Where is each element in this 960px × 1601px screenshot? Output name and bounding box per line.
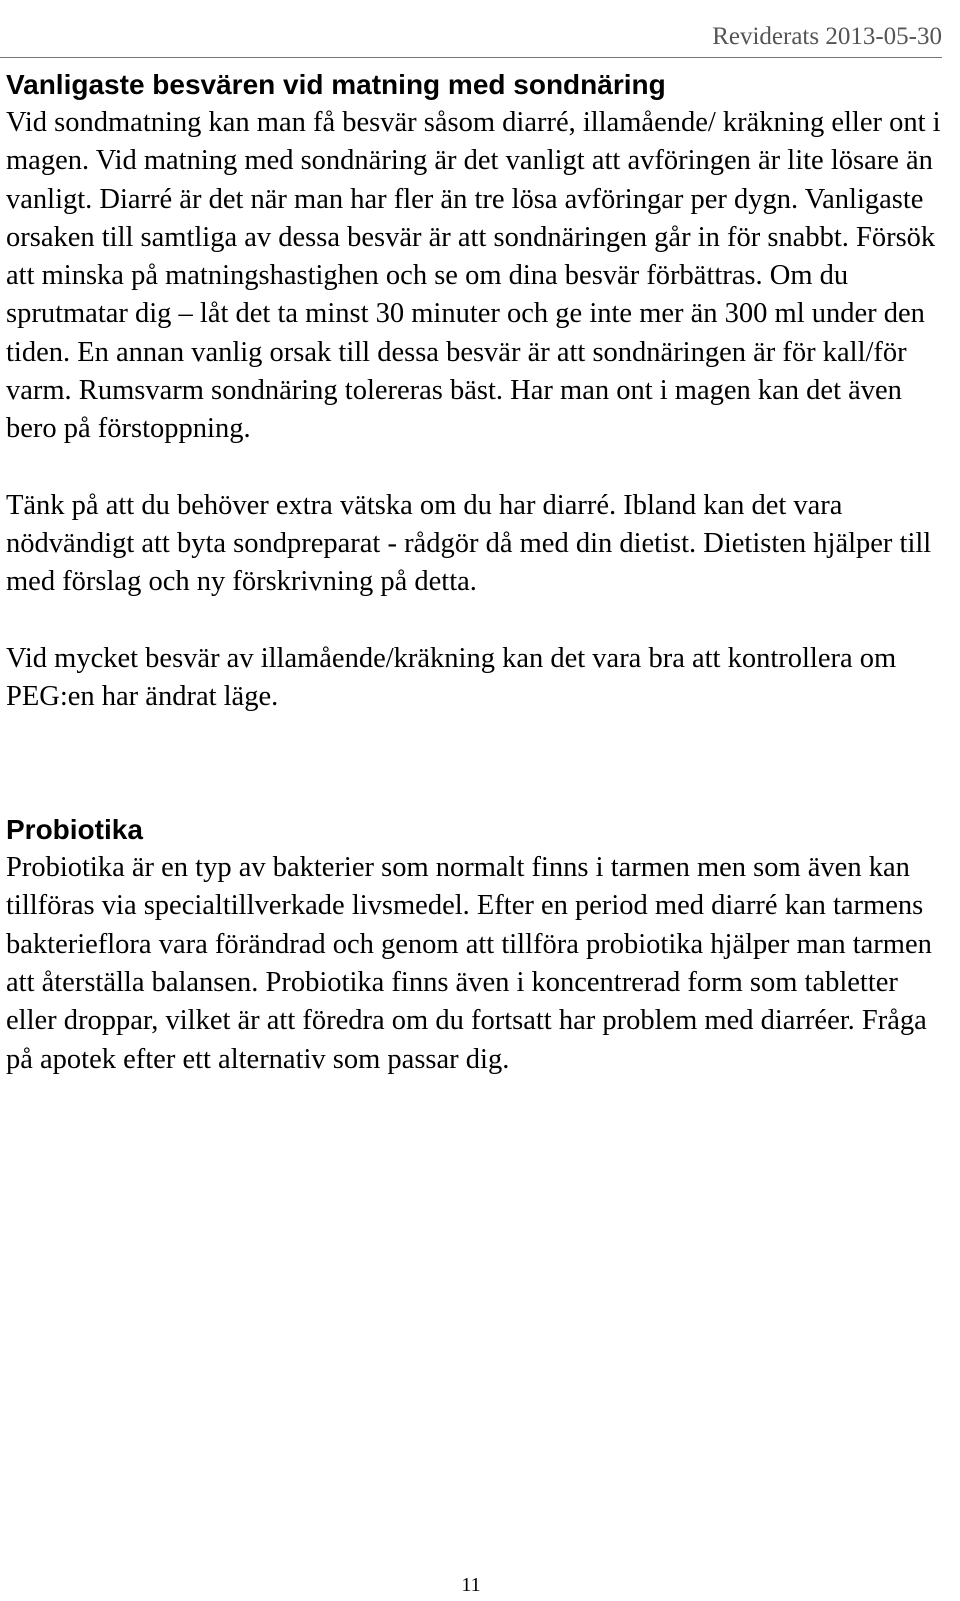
document-body xyxy=(6,66,941,1079)
header-divider xyxy=(0,57,942,58)
paragraph-nausea-advice: Vid mycket besvär av illamående/kräkning kan det vara bra att kontrollera om PEG:en har ändrat läge. xyxy=(6,642,897,712)
revision-date: Reviderats 2013-05-30 xyxy=(712,23,942,50)
paragraph-spacer xyxy=(6,602,941,640)
paragraph-spacer xyxy=(6,449,941,487)
paragraph-fluids-advice: Tänk på att du behöver extra vätska om du har diarré. Ibland kan det vara nödvändigt att byta sondpreparat - rådgör då med din dietist. Dietisten hjälper till med förslag och ny förskrivning på detta. xyxy=(6,489,932,598)
section-spacer xyxy=(6,716,941,811)
paragraph-symptoms: Vid sondmatning kan man få besvär såsom diarré, illamående/ kräkning eller ont i magen. Vid matning med sondnäring är det vanligt att avföringen är lite lösare än vanligt. Diarré är det när man har fler än tre lösa avföringar per dygn. Vanligaste orsaken till samtliga av dessa besvär är att sondnäringen går in för snabbt. Försök att minska på matningshastighen och se om dina besvär förbättras. Om du sprutmatar dig – låt det ta minst 30 minuter och ge inte mer än 300 ml under den tiden. En annan vanlig orsak till dessa besvär är att sondnäringen är för kall/för varm. Rumsvarm sondnäring tolereras bäst. Har man ont i magen kan det även bero på förstoppning. xyxy=(6,107,941,445)
paragraph-probiotics: Probiotika är en typ av bakterier som normalt finns i tarmen men som även kan tillföras via specialtillverkade livsmedel. Efter en period med diarré kan tarmens bakterieflora vara förändrad och genom att tillföra probiotika hjälper man tarmen att återställa balansen. Probiotika finns även i koncentrerad form som tabletter eller droppar, vilket är att föredra om du fortsatt har problem med diarréer. Fråga på apotek efter ett alternativ som passar dig. xyxy=(6,852,932,1075)
page-number: 11 xyxy=(461,1574,481,1596)
section-common-problems xyxy=(6,66,941,716)
section-heading-probiotics: Probiotika xyxy=(6,814,143,846)
section-probiotics xyxy=(6,811,941,1079)
section-heading-common-problems: Vanligaste besvären vid matning med sondnäring xyxy=(6,69,666,100)
